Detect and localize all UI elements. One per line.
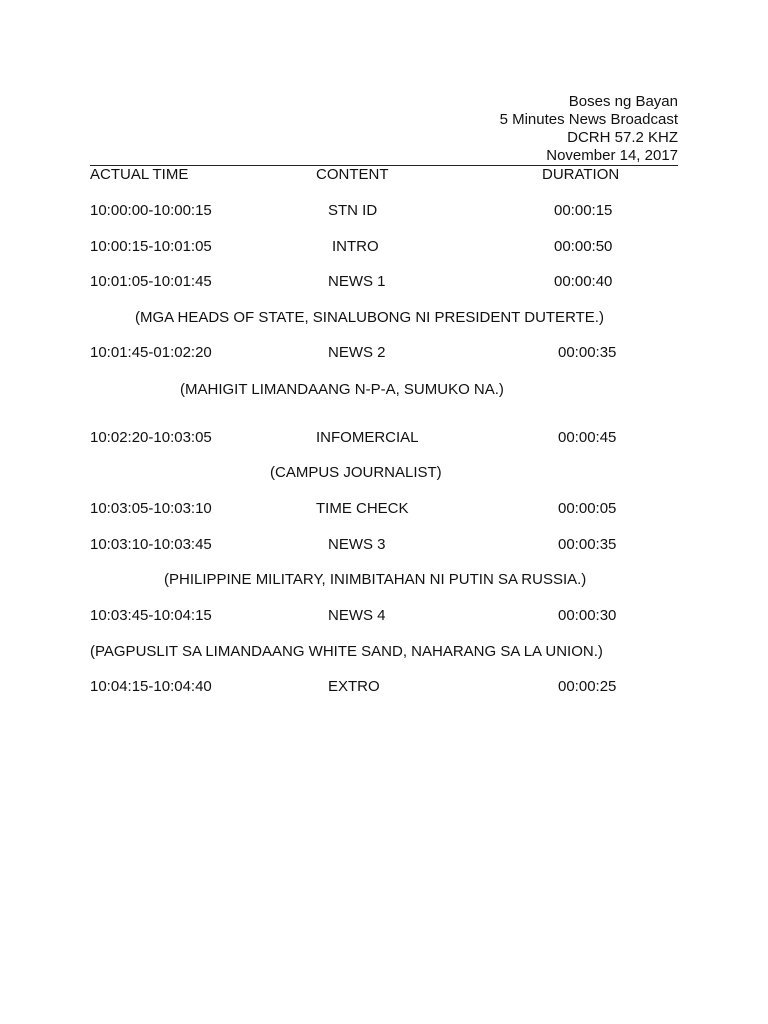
row-content: NEWS 2: [328, 344, 386, 361]
row-content: INTRO: [332, 238, 379, 255]
news-headline-note: (PAGPUSLIT SA LIMANDAANG WHITE SAND, NAHARANG SA LA UNION.): [90, 643, 603, 660]
program-title: 5 Minutes News Broadcast: [499, 111, 678, 128]
row-content: NEWS 3: [328, 536, 386, 553]
column-header-duration: DURATION: [542, 166, 620, 183]
row-duration: 00:00:45: [558, 429, 617, 446]
row-content: STN ID: [328, 202, 378, 219]
broadcast-date: November 14, 2017: [546, 147, 678, 164]
row-content: EXTRO: [328, 678, 380, 695]
row-time: 10:00:00-10:00:15: [90, 202, 212, 219]
row-content: INFOMERCIAL: [316, 429, 419, 446]
row-time: 10:04:15-10:04:40: [90, 678, 212, 695]
row-time: 10:03:10-10:03:45: [90, 536, 212, 553]
frequency: DCRH 57.2 KHZ: [567, 129, 678, 146]
row-duration: 00:00:40: [554, 273, 613, 290]
column-header-content: CONTENT: [316, 166, 389, 183]
row-duration: 00:00:35: [558, 344, 617, 361]
row-duration: 00:00:25: [558, 678, 617, 695]
news-headline-note: (PHILIPPINE MILITARY, INIMBITAHAN NI PUTIN SA RUSSIA.): [164, 571, 587, 588]
news-headline-note: (MAHIGIT LIMANDAANG N-P-A, SUMUKO NA.): [180, 381, 504, 398]
row-duration: 00:00:05: [558, 500, 617, 517]
news-headline-note: (MGA HEADS OF STATE, SINALUBONG NI PRESIDENT DUTERTE.): [135, 309, 604, 326]
row-duration: 00:00:30: [558, 607, 617, 624]
header-block: [500, 93, 678, 165]
row-time: 10:01:45-01:02:20: [90, 344, 212, 361]
column-header-time: ACTUAL TIME: [90, 166, 189, 183]
row-time: 10:03:05-10:03:10: [90, 500, 212, 517]
row-time: 10:00:15-10:01:05: [90, 238, 212, 255]
row-duration: 00:00:35: [558, 536, 617, 553]
row-content: NEWS 4: [328, 607, 386, 624]
row-content: TIME CHECK: [316, 500, 409, 517]
row-time: 10:03:45-10:04:15: [90, 607, 212, 624]
row-time: 10:01:05-10:01:45: [90, 273, 212, 290]
row-content: NEWS 1: [328, 273, 386, 290]
row-duration: 00:00:50: [554, 238, 613, 255]
segment-note: (CAMPUS JOURNALIST): [270, 464, 442, 481]
row-duration: 00:00:15: [554, 202, 613, 219]
row-time: 10:02:20-10:03:05: [90, 429, 212, 446]
station-name: Boses ng Bayan: [568, 93, 678, 110]
